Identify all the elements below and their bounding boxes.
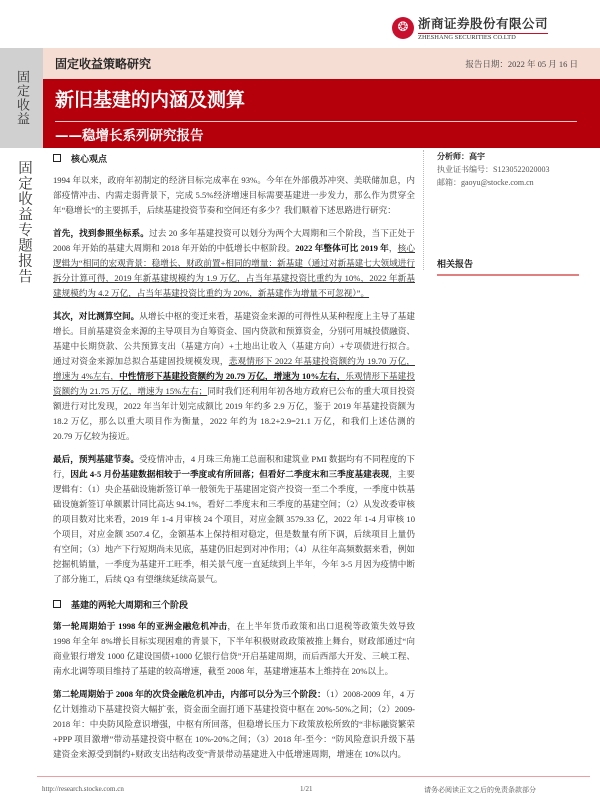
text-segment: 乐观情形下基建投资额约为 21.75 万亿，增速为 15%左右； (53, 371, 415, 396)
analyst-name: 分析师：高宇 (437, 152, 485, 161)
text-segment: （1）2008-2009 年，4 万亿计划推动下基建投资大幅扩张，资金面全面打通下基建投资中枢在 20%-50%之间；（2）2009-2018 年：中央防风险意识增强，中枢有所回落，但稳增长压力下政策放松所致的“非标融资繁荣+PPP 项目激增”带动基建投资中枢在 10%-20%之间；（3）2018 年-至今：“防风险意识升级下基建资金来源受到制约+财政支出结构改变”背景带动基建进入中低增速周期，增速在 10%以内。 (53, 689, 415, 759)
checkbox-bullet-icon (53, 600, 61, 608)
checkbox-bullet-icon (53, 154, 61, 162)
paragraph (53, 619, 415, 679)
report-category: 固定收益策略研究 (55, 57, 152, 71)
page-number: 1/21 (300, 785, 313, 793)
report-type-label: 固定收益专题报告 (16, 160, 32, 284)
logo-icon: ❂ (392, 17, 414, 39)
text-segment: 同时我们还利用年初各地方政府已公布的重大项目投资额进行对比发现，2022 年当年计划完成额比 2019 年约多 2.9 万亿，鉴于 2019 年基建投资额为 18.2 万亿，那么以重大项目作为衡量，2022 年约为 18.2+2.9=21.1 万亿，和我们上述估测的 20.79 万亿较为接近。 (53, 386, 415, 441)
page-footer (37, 776, 590, 802)
paragraph (53, 173, 415, 218)
analyst-license: 执业证书编号：S1230522020003 (437, 165, 550, 174)
section-heading-cycles (53, 595, 415, 613)
report-subtitle: ——稳增长系列研究报告 (55, 128, 204, 144)
footer-disclaimer: 请务必阅读正文之后的免责条款部分 (424, 786, 536, 794)
text-segment: 其次，对比测算空间。 (53, 311, 140, 321)
text-segment: ，在上半年货币政策和出口退税等政策失效导致 1998 年全年 8%增长目标实现困难的背景下，下半年积极财政政策被推上舞台，财政部通过“向商业银行增发 1000 亿建设国债+1000 亿银行信贷”开启基建周期，而后西部大开发、三峡工程、南水北调等项目维持了基建的较高增速，截至 2008 年，基建增速基本上维持在 20%以上。 (53, 621, 415, 676)
text-segment: 从增长中枢的变迁来看，基建资金来源的可得性从某种程度上主导了基建增长。目前基建资金来源的主导项目为自筹资金、国内贷款和预算资金，分别可用城投债融资、基建中长期贷款、公共预算支出（基建方向）+土地出让收入（基建方向）+专项债进行拟合。通过对资金来源加总拟合基建固投规模发现， (53, 311, 415, 366)
text-segment: 第一轮周期始于 1998 年的亚洲金融危机冲击 (53, 621, 228, 631)
text-segment: 第二轮周期始于 2008 年的次贷金融危机冲击，内部可以分为三个阶段： (53, 689, 326, 699)
section-title: 核心观点 (71, 154, 108, 165)
paragraph (53, 226, 415, 301)
related-reports-heading: 相关报告 (437, 257, 579, 276)
report-title: 新旧基建的内涵及测算 (55, 89, 246, 111)
text-segment: 最后，预判基建节奏。 (53, 454, 140, 464)
text-segment: 中性情形下基建投资额约为 20.79 万亿，增速为 10%左右， (119, 371, 346, 381)
text-segment: 悲观情形下 2022 年基建投资额约为 19.70 万亿，增速为 4%左右， (53, 356, 415, 381)
paragraph (53, 309, 415, 444)
report-date: 报告日期：2022 年 05 月 16 日 (465, 59, 578, 69)
company-name-en: ZHESHANG SECURITIES CO.LTD (418, 33, 548, 41)
text-segment: 受疫情冲击，4 月珠三角施工总面积和建筑业 PMI 数据均有不同程度的下行， (53, 454, 415, 479)
text-segment: 首先，找到参照坐标系。 (53, 228, 149, 238)
text-segment: 1994 年以来，政府年初制定的经济目标完成率在 93%。今年在外部俄苏冲突、美联储加息，内部疫情冲击、内需走弱背景下，完成 5.5%经济增速目标需要基建进一步发力，那么作为贯穿全年“稳增长”的主要抓手，后续基建投资节奏和空间还有多少？我们顺着下述思路进行研究： (53, 175, 415, 215)
paragraph (53, 687, 415, 762)
paragraph (53, 452, 415, 587)
company-name-cn: 浙商证券股份有限公司 (418, 16, 549, 31)
text-segment: 核心逻辑为“相同的宏观背景：稳增长、财政前置+相同的增量：新基建（通过对新基建七大领域进行拆分计算可得，2019 年新基建规模约为 1.9 万亿，占当年基建投资比重约为 10%，2022 年新基建规模约为 4.2 万亿，占当年基建投资比重约为 20%，新基建作为增量不可忽视）”。 (53, 243, 415, 298)
text-segment: 过去 20 多年基建投资可以划分为两个大周期和三个阶段，当下正处于 2008 年开始的基建大周期和 2018 年开始的中低增长中枢阶段。 (53, 228, 415, 253)
footer-url[interactable]: http://research.stocke.com.cn (42, 785, 124, 793)
text-segment: 2022 年整体可比 2019 年 (295, 243, 389, 253)
text-segment: ，主要逻辑有：（1）央企基础设施新签订单一般领先于基建固定资产投资一至二个季度，一季度中铁基础设施新签订单额累计同比高达 94.1%，看好二季度末和三季度的基建空间；（2）从发改委审核的项目数对比来看，2019 年 1-4 月审核 24 个项目，对应金额 3579.33 亿，2022 年 1-4 月审核 10 个项目，对应金额 3507.4 亿，金额基本上保持相对稳定，但是数量有所下调，后续项目上量仍有空间；（3）地产下行短期尚未见底，基建仍旧起到对冲作用；（4）从往年高频数据来看，例如挖掘机销量，一季度为基建开工旺季，相关景气度一直延续到上半年，今年 3-5 月因为疫情中断了部分施工，后续 Q3 有望继续延续高景气。 (53, 469, 415, 584)
text-segment: ， (388, 243, 398, 253)
analyst-email[interactable]: 邮箱：gaoyu@stocke.com.cn (437, 178, 534, 187)
text-segment: 因此 4-5 月份基建数据相较于一季度或有所回落；但看好二季度末和三季度基建表现 (70, 469, 390, 479)
main-column (53, 149, 415, 762)
section-heading-core (53, 149, 415, 167)
core-views-body (53, 173, 415, 587)
cycles-body (53, 619, 415, 762)
side-label: 固定收益 (14, 70, 29, 126)
section-title: 基建的两轮大周期和三个阶段 (71, 600, 189, 611)
